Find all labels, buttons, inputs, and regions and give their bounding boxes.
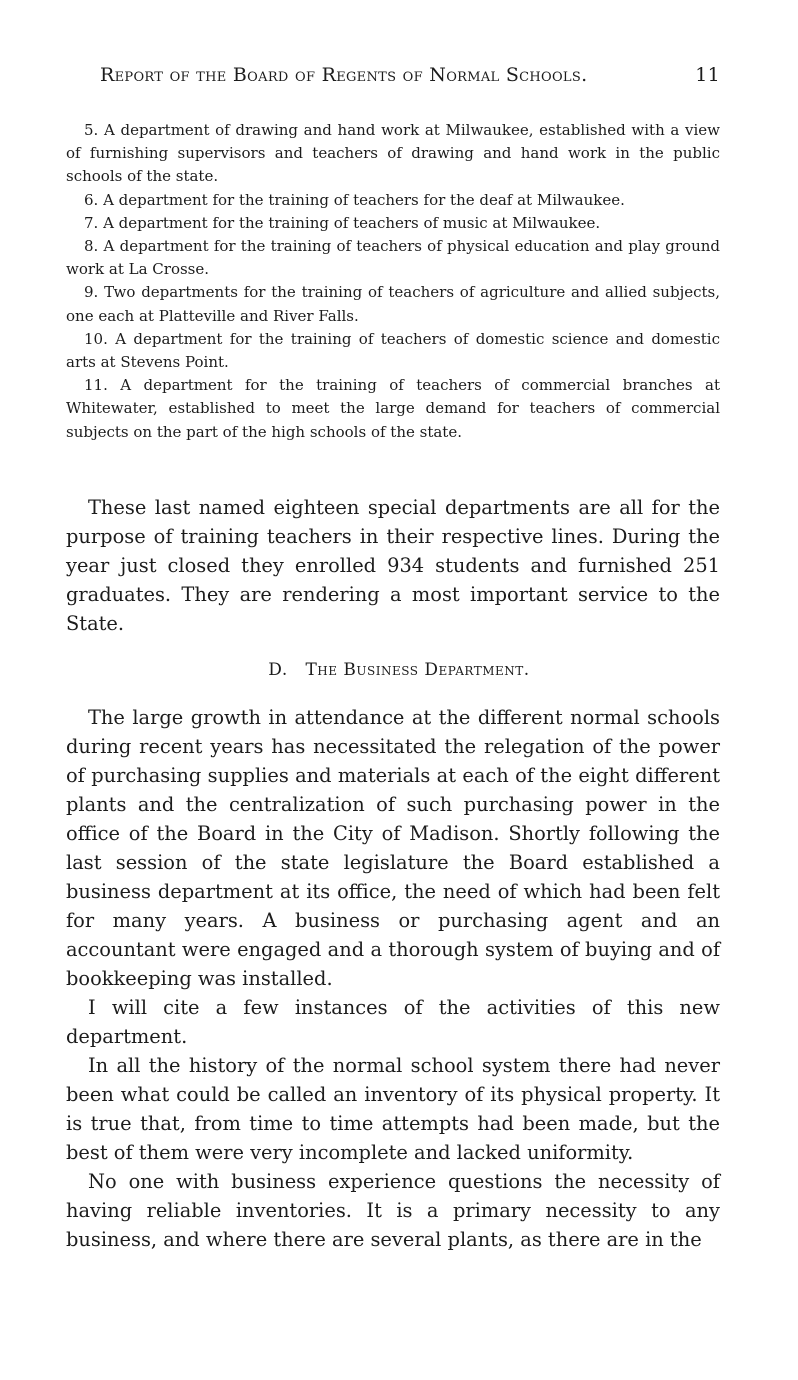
list-item: 10. A department for the training of teachers of domestic science and domestic arts at Stevens Point. bbox=[66, 329, 720, 372]
body-paragraph: The large growth in attendance at the different normal schools during recent years has necessitated the relegation of the power of purchasing supplies and materials at each of the eight different plants and the centralization of such purchasing power in the office of the Board in the City of Madison. Shortly following the last session of the state legislature the Board established a business department at its office, the need of which had been felt for many years. A business or purchasing agent and an accountant were engaged and a thorough system of buying and of bookkeeping was installed. bbox=[66, 706, 720, 990]
section-title: The Business Department. bbox=[305, 660, 530, 680]
department-list bbox=[66, 119, 720, 444]
body-paragraph: No one with business experience questions the necessity of having reliable inventories. It is a primary necessity to any business, and where there are several plants, as there are in the bbox=[66, 1170, 720, 1251]
section-body bbox=[66, 703, 720, 1254]
list-item: 6. A department for the training of teachers for the deaf at Milwaukee. bbox=[84, 190, 625, 209]
list-item: 8. A department for the training of teachers of physical education and play ground work at La Crosse. bbox=[66, 237, 720, 279]
section-letter: D. bbox=[268, 660, 288, 680]
page-number: 11 bbox=[695, 64, 720, 86]
list-item: 5. A department of drawing and hand work at Milwaukee, established with a view of furnishing supervisors and teachers of drawing and hand work in the public schools of the state. bbox=[66, 121, 720, 186]
body-paragraph: In all the history of the normal school system there had never been what could be called an inventory of its physical property. It is true that, from time to time attempts had been made, but the best of them were very incomplete and lacked uniformity. bbox=[66, 1054, 720, 1164]
header-title: Report of the Board of Regents of Normal Schools. bbox=[100, 64, 588, 86]
section-heading bbox=[0, 660, 798, 680]
running-header bbox=[100, 64, 720, 86]
list-item: 7. A department for the training of teachers of music at Milwaukee. bbox=[84, 213, 601, 232]
list-item: 11. A department for the training of teachers of commercial branches at Whitewater, established to meet the large demand for teachers of commercial subjects on the part of the high schools of the state. bbox=[66, 376, 720, 441]
list-item: 9. Two departments for the training of teachers of agriculture and allied subjects, one each at Platteville and River Falls. bbox=[66, 283, 720, 325]
body-paragraph: I will cite a few instances of the activities of this new department. bbox=[66, 996, 720, 1048]
summary-block bbox=[66, 493, 720, 638]
summary-paragraph: These last named eighteen special departments are all for the purpose of training teachers in their respective lines. During the year just closed they enrolled 934 students and furnished 251 graduates. They are rendering a most important service to the State. bbox=[66, 496, 720, 635]
